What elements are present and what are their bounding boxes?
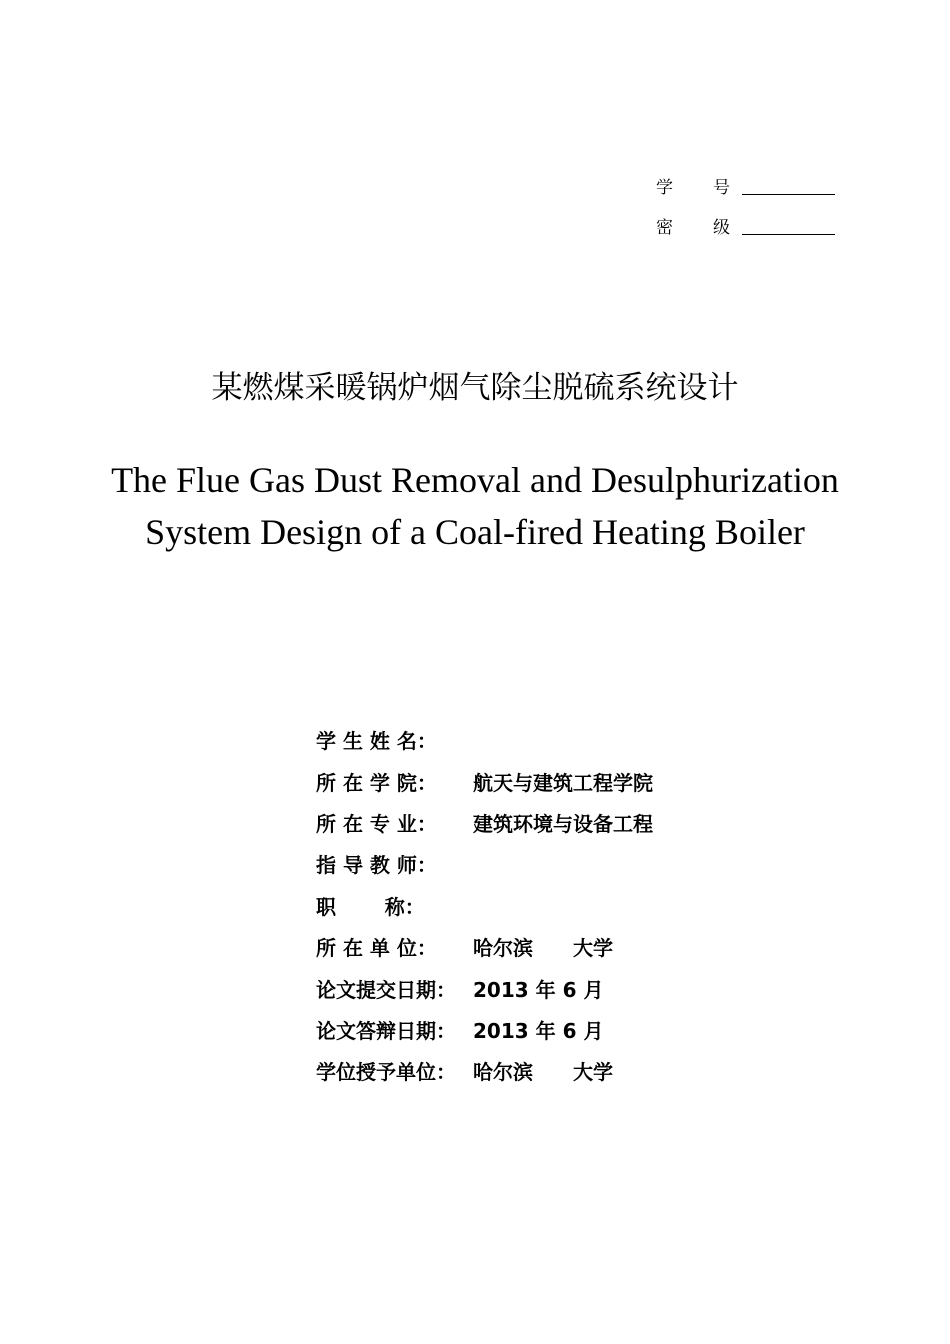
thesis-info-block [316,719,653,1092]
thesis-title-english [0,454,950,558]
info-label: 学位授予单位： [316,1060,456,1085]
info-row-title [316,885,653,926]
info-value: 2013 年 6 月 [473,977,604,1002]
info-label: 所 在 单 位： [316,936,437,961]
thesis-title-english-line2: System Design of a Coal-fired Heating Boiler [145,512,805,552]
top-fields [656,170,835,250]
info-label: 论文提交日期： [316,977,456,1002]
info-row-degree-granting-unit [316,1050,653,1091]
info-row-college [316,760,653,801]
info-value: 建筑环境与设备工程 [473,811,653,836]
info-row-defense-date [316,1009,653,1050]
thesis-title-english-line1: The Flue Gas Dust Removal and Desulphurization [111,460,839,500]
info-value: 哈尔滨 大学 [473,936,613,961]
student-id-blank-line[interactable] [742,193,835,195]
security-level-label-char1: 密 [656,218,673,238]
info-value: 哈尔滨 大学 [473,1060,613,1085]
student-id-label-char1: 学 [656,178,673,198]
security-level-field [656,210,835,238]
info-label: 职 称： [316,894,425,919]
info-label: 所 在 专 业： [316,811,437,836]
thesis-title-chinese: 某燃煤采暖锅炉烟气除尘脱硫系统设计 [211,370,739,406]
info-label: 所 在 学 院： [316,770,437,795]
info-row-major [316,802,653,843]
info-label: 指 导 教 师： [316,853,437,878]
info-label: 学 生 姓 名： [316,729,437,754]
info-row-supervisor [316,843,653,884]
info-value: 2013 年 6 月 [473,1018,604,1043]
info-row-affiliation [316,926,653,967]
student-id-label-char2: 号 [713,178,730,198]
info-row-submission-date [316,967,653,1008]
info-label: 论文答辩日期： [316,1018,456,1043]
info-value: 航天与建筑工程学院 [473,770,653,795]
security-level-blank-line[interactable] [742,233,835,235]
security-level-label-char2: 级 [713,218,730,238]
student-id-field [656,170,835,198]
info-row-student-name [316,719,653,760]
